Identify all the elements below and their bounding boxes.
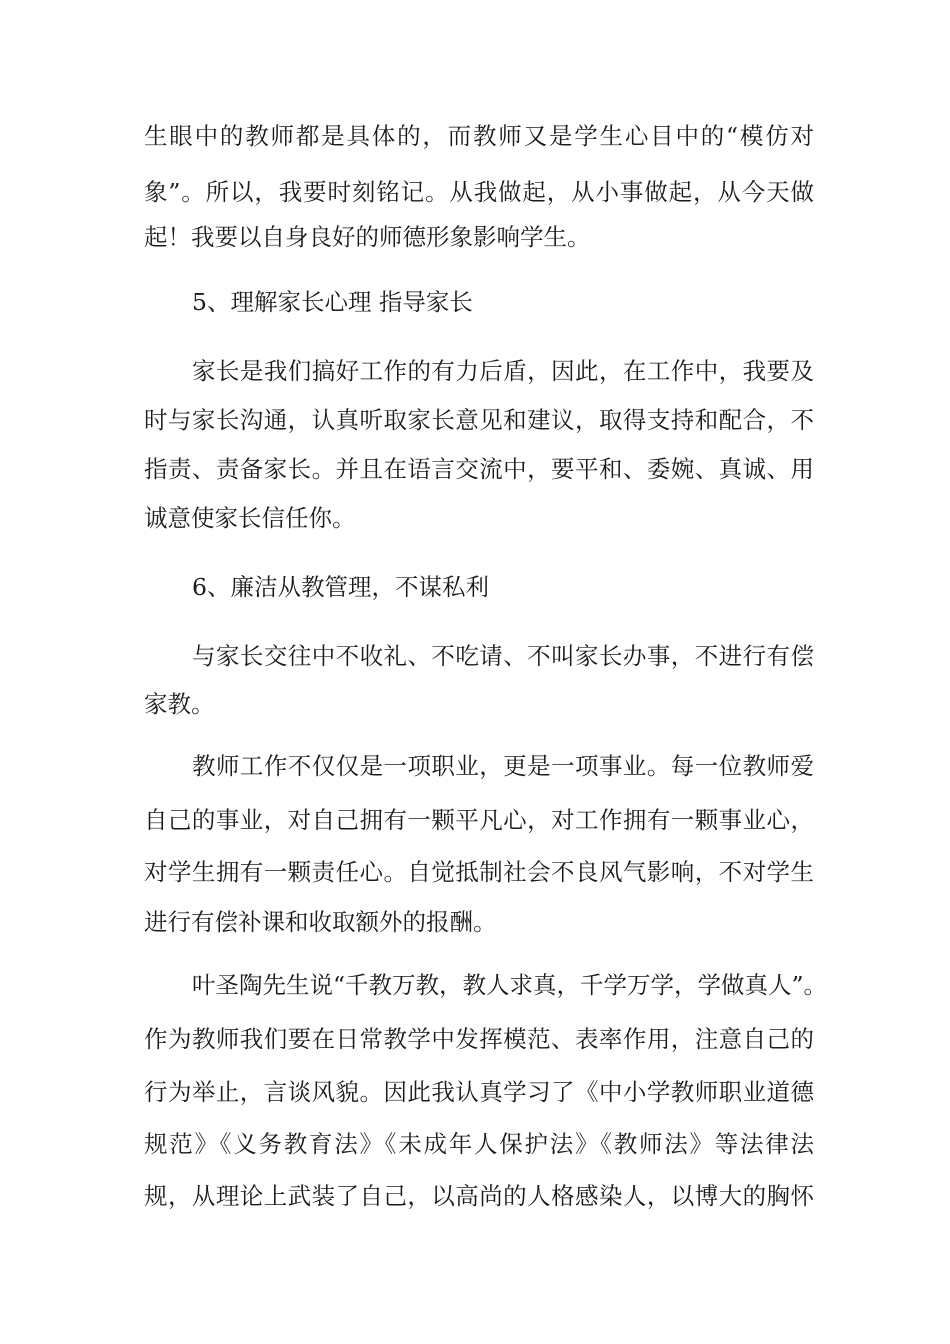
text-line-20: 规，从理论上武装了自己，以高尚的人格感染人，以博大的胸怀: [144, 1182, 814, 1210]
section-heading-6: 6、廉洁从教管理，不谋私利: [192, 573, 489, 601]
text-line-19: 规范》《义务教育法》《未成年人保护法》《教师法》等法律法: [144, 1130, 814, 1158]
text-line-7: 指责、责备家长。并且在语言交流中，要平和、委婉、真诚、用: [144, 455, 814, 483]
text-line-17: 作为教师我们要在日常教学中发挥模范、表率作用，注意自己的: [144, 1025, 814, 1053]
text-line-2: 象”。所以，我要时刻铭记。从我做起，从小事做起，从今天做: [144, 178, 814, 206]
text-line-8: 诚意使家长信任你。: [144, 504, 356, 532]
text-line-15: 进行有偿补课和收取额外的报酬。: [144, 908, 497, 936]
text-line-16: 叶圣陶先生说“千教万教，教人求真，千学万学，学做真人”。: [192, 971, 828, 999]
text-line-14: 对学生拥有一颗责任心。自觉抵制社会不良风气影响，不对学生: [144, 858, 814, 886]
text-line-1: 生眼中的教师都是具体的，而教师又是学生心目中的“模仿对: [144, 122, 814, 150]
text-line-10: 与家长交往中不收礼、不吃请、不叫家长办事，不进行有偿: [192, 642, 814, 670]
section-heading-5: 5、理解家长心理 指导家长: [192, 288, 473, 316]
text-line-11: 家教。: [144, 690, 215, 718]
text-line-5: 家长是我们搞好工作的有力后盾，因此，在工作中，我要及: [192, 357, 814, 385]
text-line-13: 自己的事业，对自己拥有一颗平凡心，对工作拥有一颗事业心，: [144, 806, 814, 834]
text-line-6: 时与家长沟通，认真听取家长意见和建议，取得支持和配合，不: [144, 406, 814, 434]
text-line-18: 行为举止，言谈风貌。因此我认真学习了《中小学教师职业道德: [144, 1078, 814, 1106]
text-line-3: 起！我要以自身良好的师德形象影响学生。: [144, 223, 591, 251]
text-line-12: 教师工作不仅仅是一项职业，更是一项事业。每一位教师爱: [192, 752, 814, 780]
